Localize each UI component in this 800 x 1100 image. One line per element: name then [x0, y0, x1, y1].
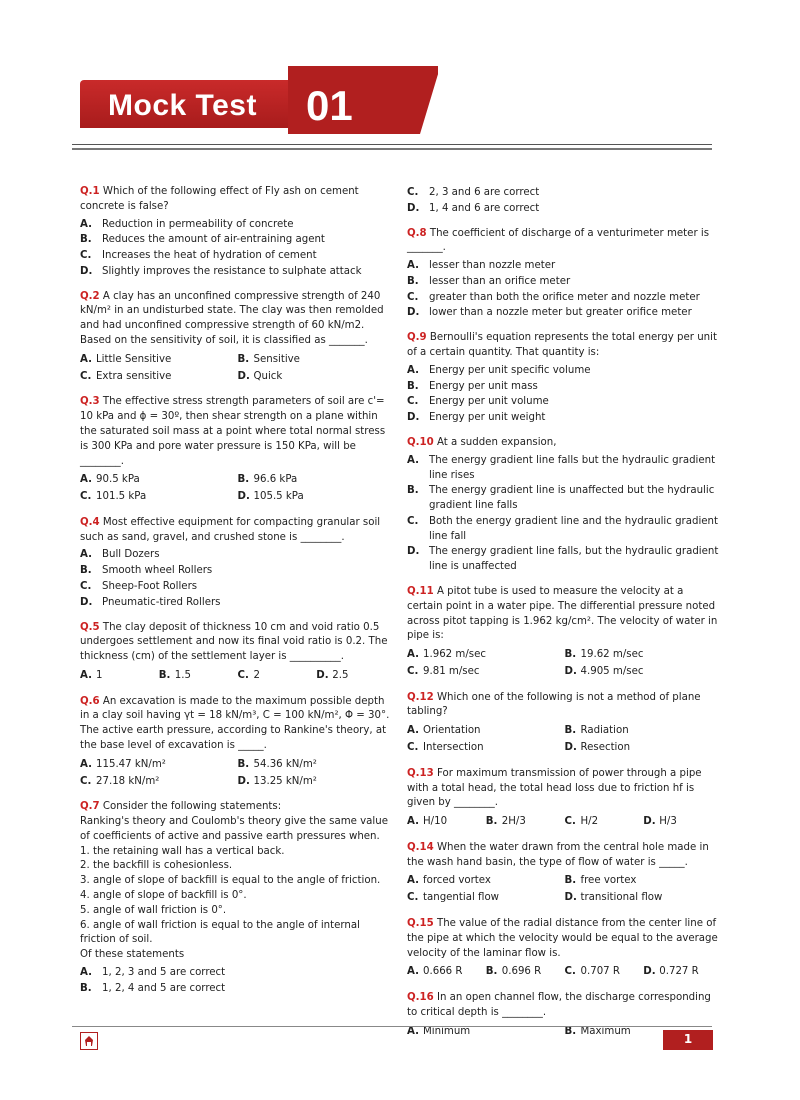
answer-option	[80, 249, 395, 264]
option-letter: B.	[485, 966, 498, 978]
option-letter: D.	[643, 966, 656, 978]
option-text: Energy per unit specific volume	[429, 364, 591, 376]
header-rule	[72, 144, 712, 145]
option-letter: B.	[237, 353, 250, 365]
answer-option	[316, 669, 395, 684]
answer-option	[643, 815, 722, 830]
question-text	[407, 585, 722, 644]
answer-option	[407, 545, 722, 575]
answer-option	[80, 265, 395, 280]
question-block	[407, 767, 722, 831]
answer-option	[407, 815, 486, 830]
option-letter: A.	[407, 1025, 419, 1037]
option-text: 115.47 kN/m²	[96, 758, 166, 770]
option-text: lower than a nozzle meter but greater orifice meter	[429, 307, 692, 319]
answer-option	[159, 669, 238, 684]
option-letter: A.	[407, 966, 419, 978]
answer-option	[80, 982, 395, 997]
answer-option	[565, 724, 723, 739]
option-letter: A.	[80, 218, 92, 230]
statement: 1. the retaining wall has a vertical back.	[80, 845, 285, 857]
option-text: The energy gradient line is unaffected but the hydraulic gradient line falls	[429, 485, 715, 512]
option-text: H/3	[659, 816, 677, 828]
option-text: 1, 2, 3 and 5 are correct	[102, 966, 226, 978]
options-list	[407, 723, 722, 757]
option-letter: C.	[564, 816, 576, 828]
page-number: 1	[663, 1030, 713, 1050]
answer-option	[80, 473, 238, 488]
option-letter: A.	[407, 816, 419, 828]
option-letter: A.	[80, 474, 92, 486]
option-letter: C.	[80, 580, 92, 592]
option-letter: C.	[80, 250, 92, 262]
option-letter: A.	[407, 875, 419, 887]
answer-option	[407, 965, 486, 980]
option-text: The energy gradient line falls but the hydraulic gradient line rises	[429, 454, 716, 481]
question-number: Q.16	[407, 992, 434, 1004]
question-stem: The effective stress strength parameters of soil are c'= 10 kPa and ϕ = 30º, then shear strength on a plane within the saturated soil mass at a point where total normal stress is 300 KPa and pore water pressure is 150 KPa, will be ________.	[80, 396, 386, 467]
option-text: 96.6 kPa	[253, 474, 298, 486]
answer-option	[407, 484, 722, 514]
option-letter: D.	[316, 669, 329, 681]
option-text: The energy gradient line falls, but the hydraulic gradient line is unaffected	[429, 546, 719, 573]
option-letter: D.	[564, 892, 577, 904]
right-column	[407, 185, 722, 1051]
question-stem: Most effective equipment for compacting granular soil such as sand, gravel, and crushed stone is ________.	[80, 516, 381, 543]
question-text	[80, 395, 395, 469]
statement: 2. the backfill is cohesionless.	[80, 860, 233, 872]
answer-option	[238, 370, 396, 385]
question-stem: An excavation is made to the maximum possible depth in a clay soil having γt = 18 kN/m³, C = 100 kN/m², Φ = 30°. The active earth pressure, according to Rankine's theory, at the base level of excavation is _____.	[80, 695, 390, 751]
option-text: 2.5	[332, 669, 349, 681]
question-block	[407, 917, 722, 981]
option-letter: D.	[564, 742, 577, 753]
option-letter: D.	[564, 665, 577, 677]
option-text: Smooth wheel Rollers	[102, 565, 213, 577]
answer-option	[407, 454, 722, 484]
question-stem: For maximum transmission of power through a pipe with a total head, the total head loss due to friction hf is given by ________.	[407, 767, 702, 809]
question-block	[407, 436, 722, 575]
answer-option	[407, 186, 722, 201]
option-letter: A.	[80, 353, 92, 365]
answer-option	[486, 815, 565, 830]
option-letter: B.	[80, 982, 92, 994]
option-text: 1.962 m/sec	[423, 649, 486, 661]
option-text: transitional flow	[580, 892, 663, 904]
question-block	[407, 585, 722, 681]
answer-option	[238, 758, 396, 773]
option-text: Bull Dozers	[102, 549, 160, 561]
answer-option	[565, 665, 723, 680]
question-number: Q.5	[80, 621, 100, 633]
option-letter: B.	[80, 234, 92, 246]
question-text	[80, 695, 395, 754]
options-list	[407, 964, 722, 981]
option-text: free vortex	[580, 875, 637, 887]
option-text: 19.62 m/sec	[580, 649, 644, 661]
option-letter: A.	[80, 669, 92, 681]
answer-option	[80, 233, 395, 248]
option-letter: C.	[407, 187, 419, 198]
option-letter: B.	[407, 275, 419, 287]
option-text: lesser than an orifice meter	[429, 275, 571, 287]
option-text: Reduction in permeability of concrete	[102, 218, 294, 230]
question-stem: In an open channel flow, the discharge corresponding to critical depth is ________.	[407, 992, 711, 1018]
option-text: Quick	[253, 370, 283, 382]
option-letter: B.	[407, 380, 419, 392]
question-number: Q.14	[407, 841, 434, 853]
statement: 6. angle of wall friction is equal to the angle of internal friction of soil.	[80, 919, 360, 946]
answer-option	[80, 218, 395, 233]
question-block	[80, 185, 395, 280]
answer-option	[565, 891, 723, 906]
question-number: Q.11	[407, 585, 434, 597]
question-text	[407, 227, 722, 257]
option-text: 0.696 R	[501, 966, 542, 978]
question-block	[407, 227, 722, 322]
option-text: Increases the heat of hydration of cement	[102, 250, 317, 262]
answer-option	[407, 515, 722, 545]
question-text	[407, 991, 722, 1021]
option-letter: A.	[80, 966, 92, 978]
option-text: Sensitive	[253, 353, 300, 365]
answer-option	[238, 490, 396, 505]
question-text	[80, 800, 395, 815]
answer-option	[407, 395, 722, 410]
options-list	[407, 873, 722, 907]
option-text: Intersection	[423, 742, 484, 753]
answer-option	[407, 891, 565, 906]
option-letter: C.	[407, 892, 419, 904]
answer-option	[565, 965, 644, 980]
option-text: Maximum	[580, 1025, 631, 1037]
question-lead: Of these statements	[80, 949, 185, 961]
option-letter: A.	[407, 454, 419, 466]
question-block	[407, 841, 722, 907]
options-list	[80, 966, 395, 997]
answer-option	[238, 669, 317, 684]
answer-option	[565, 815, 644, 830]
answer-option	[407, 665, 565, 680]
option-letter: D.	[643, 816, 656, 828]
option-letter: B.	[237, 474, 250, 486]
question-number: Q.6	[80, 695, 100, 707]
option-letter: B.	[80, 565, 92, 577]
option-letter: D.	[237, 775, 250, 787]
question-number: Q.15	[407, 918, 434, 930]
question-stem: Which one of the following is not a method of plane tabling?	[407, 691, 701, 718]
question-stem: The coefficient of discharge of a venturimeter meter is _______.	[407, 227, 710, 254]
statement: 5. angle of wall friction is 0°.	[80, 904, 227, 916]
question-stem: A clay has an unconfined compressive strength of 240 kN/m² in an undisturbed state. The clay was then remolded and had unconfined compressive strength of 60 kN/m2. Based on the sensitivity of soil, it is classified as _______.	[80, 290, 384, 347]
option-letter: C.	[80, 370, 92, 382]
options-list	[80, 218, 395, 280]
option-letter: D.	[407, 202, 420, 214]
answer-option	[486, 965, 565, 980]
answer-option	[238, 775, 396, 790]
question-text	[407, 691, 722, 721]
option-text: Both the energy gradient line and the hydraulic gradient line fall	[429, 515, 718, 542]
option-text: 2, 3 and 6 are correct	[429, 187, 540, 198]
option-text: 1, 4 and 6 are correct	[429, 202, 540, 214]
answer-option	[80, 669, 159, 684]
answer-option	[565, 741, 723, 756]
option-text: 4.905 m/sec	[580, 665, 644, 677]
option-text: 0.707 R	[580, 966, 620, 978]
question-text	[80, 290, 395, 349]
test-number: 01	[306, 82, 353, 129]
statement: 4. angle of slope of backfill is 0°.	[80, 890, 247, 902]
question-block	[80, 395, 395, 505]
question-block	[80, 290, 395, 386]
answer-option	[407, 306, 722, 321]
options-list	[80, 352, 395, 386]
options-list	[407, 647, 722, 681]
answer-option	[407, 275, 722, 290]
answer-option	[407, 202, 722, 217]
answer-option	[80, 548, 395, 563]
answer-option	[80, 775, 238, 790]
question-intro: Ranking's theory and Coulomb's theory give the same value of coefficients of active and passive earth pressures when.	[80, 816, 388, 842]
answer-option	[407, 648, 565, 663]
option-text: 1.5	[174, 669, 191, 681]
option-text: Radiation	[580, 725, 629, 737]
options-list	[407, 259, 722, 321]
question-text	[407, 841, 722, 871]
answer-option	[565, 874, 723, 889]
option-text: H/10	[423, 816, 448, 828]
option-text: lesser than nozzle meter	[429, 260, 556, 272]
option-letter: A.	[407, 725, 419, 737]
footer-rule	[72, 1026, 712, 1027]
question-number: Q.4	[80, 516, 100, 528]
logo-icon	[80, 1032, 98, 1050]
option-letter: A.	[407, 364, 419, 376]
option-letter: B.	[485, 816, 498, 828]
option-letter: D.	[407, 307, 420, 319]
option-letter: C.	[80, 775, 92, 787]
question-block	[80, 621, 395, 685]
option-letter: C.	[564, 966, 576, 978]
question-stem: When the water drawn from the central hole made in the wash hand basin, the type of flow of water is _____.	[407, 841, 709, 868]
answer-option	[80, 580, 395, 595]
option-letter: B.	[237, 758, 250, 770]
option-text: Slightly improves the resistance to sulphate attack	[102, 265, 362, 277]
option-letter: D.	[407, 546, 420, 558]
option-letter: B.	[407, 485, 419, 497]
answer-option	[80, 564, 395, 579]
question-stem: The value of the radial distance from the center line of the pipe at which the velocity would be equal to the average velocity of the laminar flow is.	[407, 918, 718, 959]
option-text: tangential flow	[423, 892, 500, 904]
question-number: Q.2	[80, 290, 100, 302]
answer-option	[565, 648, 723, 663]
header-rule-thick	[72, 148, 712, 150]
option-text: 2	[253, 669, 260, 681]
answer-option	[407, 364, 722, 379]
answer-option	[80, 966, 395, 981]
question-text	[80, 185, 395, 215]
option-text: 0.727 R	[659, 966, 699, 978]
option-letter: C.	[80, 491, 92, 503]
option-text: Minimum	[423, 1025, 471, 1037]
answer-option	[80, 758, 238, 773]
question-block	[80, 800, 395, 996]
answer-option	[407, 291, 722, 306]
option-text: Pneumatic-tired Rollers	[102, 596, 221, 608]
answer-option	[407, 724, 565, 739]
options-list	[80, 472, 395, 506]
question-number: Q.9	[407, 332, 427, 344]
options-list	[407, 186, 722, 217]
question-text	[407, 331, 722, 361]
header-banner	[80, 66, 400, 138]
option-text: greater than both the orifice meter and nozzle meter	[429, 291, 700, 303]
option-text: 27.18 kN/m²	[96, 775, 160, 787]
option-text: 13.25 kN/m²	[253, 775, 317, 787]
options-list	[407, 364, 722, 426]
option-letter: B.	[564, 649, 577, 661]
options-list	[80, 548, 395, 610]
option-text: Energy per unit mass	[429, 380, 538, 392]
answer-option	[407, 380, 722, 395]
option-letter: C.	[407, 665, 419, 677]
question-text	[407, 436, 722, 451]
option-letter: A.	[407, 649, 419, 661]
question-number: Q.7	[80, 801, 100, 813]
option-letter: B.	[158, 669, 171, 681]
option-letter: C.	[407, 515, 419, 527]
option-letter: A.	[80, 758, 92, 770]
option-text: 54.36 kN/m²	[253, 758, 317, 770]
question-text	[407, 767, 722, 811]
options-list	[80, 757, 395, 791]
question-stem: Which of the following effect of Fly ash on cement concrete is false?	[80, 186, 359, 212]
left-column	[80, 185, 395, 1007]
options-list	[80, 668, 395, 685]
option-text: 2H/3	[501, 816, 526, 828]
option-text: 9.81 m/sec	[423, 665, 480, 677]
option-text: Sheep-Foot Rollers	[102, 580, 198, 592]
question-stem: A pitot tube is used to measure the velocity at a certain point in a water pipe. The differential pressure noted across pitot tapping is 1.962 kg/cm². The velocity of water in pipe is:	[407, 585, 718, 642]
question-stem: At a sudden expansion,	[436, 436, 557, 448]
option-text: H/2	[580, 816, 599, 828]
option-letter: B.	[564, 1025, 577, 1037]
options-list	[407, 814, 722, 831]
option-text: Energy per unit weight	[429, 412, 546, 424]
question-number: Q.1	[80, 186, 100, 197]
option-letter: A.	[80, 549, 92, 561]
question-block	[80, 695, 395, 791]
question-stem: The clay deposit of thickness 10 cm and void ratio 0.5 undergoes settlement and now its final void ratio is 0.2. The thickness (cm) of the settlement layer is __________.	[80, 621, 388, 663]
question-block	[407, 331, 722, 426]
option-text: Reduces the amount of air-entraining agent	[102, 234, 325, 246]
question-number: Q.10	[407, 436, 434, 448]
option-text: 1	[96, 669, 103, 681]
option-letter: B.	[564, 875, 577, 887]
question-block	[80, 516, 395, 611]
answer-option	[80, 596, 395, 611]
answer-option	[80, 370, 238, 385]
option-text: 101.5 kPa	[96, 491, 147, 503]
option-letter: D.	[407, 412, 420, 424]
page-title: Mock Test	[108, 89, 257, 122]
question-text	[80, 516, 395, 546]
option-text: 90.5 kPa	[96, 474, 140, 486]
option-letter: D.	[80, 265, 93, 277]
option-letter: B.	[564, 725, 577, 737]
question-text	[80, 621, 395, 665]
option-letter: D.	[237, 491, 250, 503]
statement: 3. angle of slope of backfill is equal to the angle of friction.	[80, 875, 381, 887]
answer-option	[238, 473, 396, 488]
question-number: Q.12	[407, 691, 434, 703]
question-continuation	[407, 186, 722, 217]
option-text: 105.5 kPa	[253, 491, 304, 503]
option-text: Resection	[580, 742, 631, 753]
option-text: Little Sensitive	[96, 353, 172, 365]
question-number: Q.8	[407, 227, 427, 239]
option-text: Extra sensitive	[96, 370, 172, 382]
answer-option	[407, 874, 565, 889]
question-block	[407, 691, 722, 757]
answer-option	[80, 490, 238, 505]
answer-option	[643, 965, 722, 980]
question-stem: Bernoulli's equation represents the total energy per unit of a certain quantity. That quantity is:	[407, 332, 717, 359]
option-letter: C.	[407, 396, 419, 408]
answer-option	[407, 741, 565, 756]
answer-option	[80, 353, 238, 368]
option-letter: D.	[237, 370, 250, 382]
option-letter: C.	[407, 291, 419, 303]
option-text: 1, 2, 4 and 5 are correct	[102, 982, 226, 994]
option-text: Orientation	[423, 725, 481, 737]
option-letter: C.	[407, 742, 419, 753]
question-stem: Consider the following statements:	[102, 801, 282, 813]
answer-option	[407, 411, 722, 426]
answer-option	[238, 353, 396, 368]
answer-option	[407, 259, 722, 274]
question-text	[407, 917, 722, 961]
option-letter: D.	[80, 596, 93, 608]
question-number: Q.3	[80, 396, 100, 408]
option-text: Energy per unit volume	[429, 396, 549, 408]
option-letter: A.	[407, 260, 419, 272]
option-text: 0.666 R	[423, 966, 463, 978]
question-number: Q.13	[407, 767, 434, 779]
option-text: forced vortex	[423, 875, 491, 887]
option-letter: C.	[237, 669, 249, 681]
options-list	[407, 454, 722, 575]
